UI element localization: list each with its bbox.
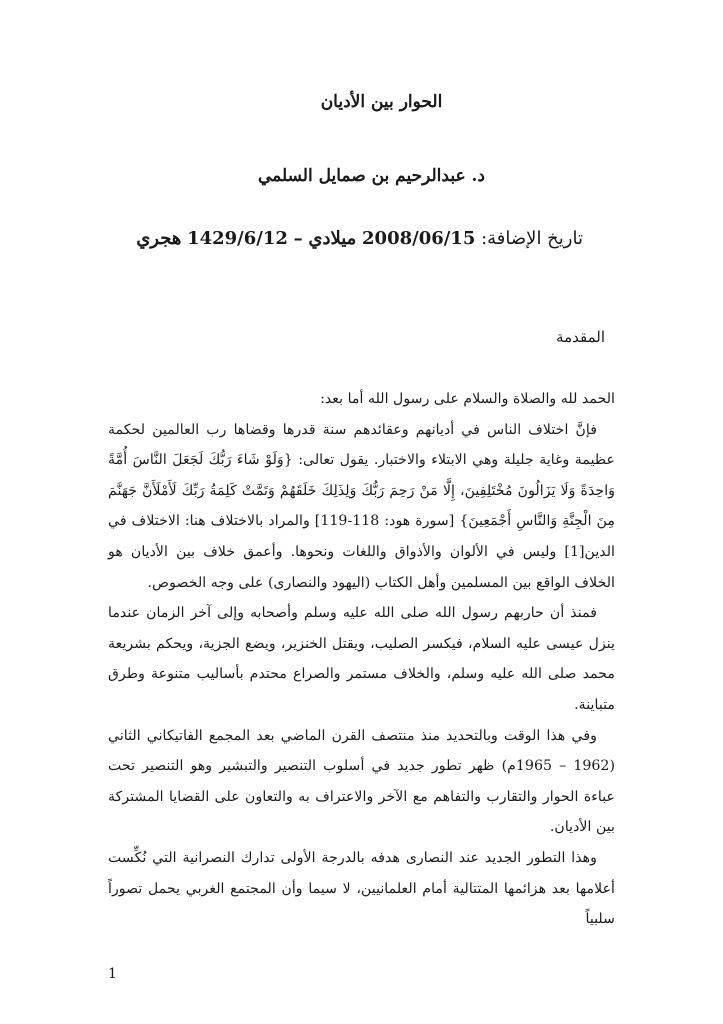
date-line [136,228,583,249]
gregorian-date: 2008/06/15 [362,228,476,249]
date-separator: – [293,228,303,249]
hijri-label: هجري [136,228,182,249]
paragraph: وفي هذا الوقت وبالتحديد منذ منتصف القرن الماضي بعد المجمع الفاتيكاني الثاني (1962 – 1965م) ظهر تطور جديد في أسلوب التنصير والتبشير وهو التنصير تحت عباءة الحوار والتقارب والتفاهم مع الآخر والاعتراف به والتعاون على القضايا المشتركة بين الأديان. [108,727,615,836]
paragraph: الحمد لله والصلاة والسلام على رسول الله أما بعد: [320,391,615,407]
gregorian-label: ميلادي [308,228,357,249]
paragraph: فإنَّ اختلاف الناس في أديانهم وعقائدهم سنة قدرها وقضاها رب العالمين لحكمة عظيمة وغاية جليلة وهي الابتلاء والاختبار. يقول تعالى: {وَلَوْ شَاءَ رَبُّكَ لَجَعَلَ النَّاسَ أُمَّةً وَاحِدَةً وَلَا يَزَالُونَ مُخْتَلِفِينَ، إِلَّا مَنْ رَحِمَ رَبُّكَ وَلِذَلِكَ خَلَقَهُمْ وَتَمَّتْ كَلِمَةُ رَبِّكَ لَأَمْلَأَنَّ جَهَنَّمَ مِنَ الْجِنَّةِ وَالنَّاسِ أَجْمَعِينَ} [سورة هود: 118-119] والمراد بالاختلاف هنا: الاختلاف في الدين[1] وليس في الألوان والأذواق واللغات ونحوها. وأعمق خلاف بين الأديان هو الخلاف الواقع بين المسلمين وأهل الكتاب (اليهود والنصارى) على وجه الخصوص. [108,421,615,591]
document-body [108,384,615,935]
document-author: د. عبدالرحيم بن صمايل السلمي [257,166,485,186]
document-title: الحوار بين الأديان [320,92,443,112]
paragraph: فمنذ أن حاربهم رسول الله صلى الله عليه وسلم وأصحابه وإلى آخر الزمان عندما ينزل عيسى عليه السلام، فيكسر الصليب، ويقتل الخنزير، ويضع الجزية، ويحكم بشريعة محمد صلى الله عليه وسلم، والخلاف مستمر والصراع محتدم بأساليب متنوعة وطرق متباينة. [108,605,615,713]
page-number: 1 [108,966,117,982]
paragraph: وهذا التطور الجديد عند النصارى هدفه بالدرجة الأولى تدارك النصرانية التي نُكِّست أعلامها بعد هزائمها المتتالية أمام العلمانيين، لا سيما وأن المجتمع الغربي يحمل تصوراً سلبياً [108,849,615,928]
hijri-date: 1429/6/12 [187,228,288,249]
section-heading: المقدمة [556,328,605,346]
date-label: تاريخ الإضافة: [481,228,583,249]
